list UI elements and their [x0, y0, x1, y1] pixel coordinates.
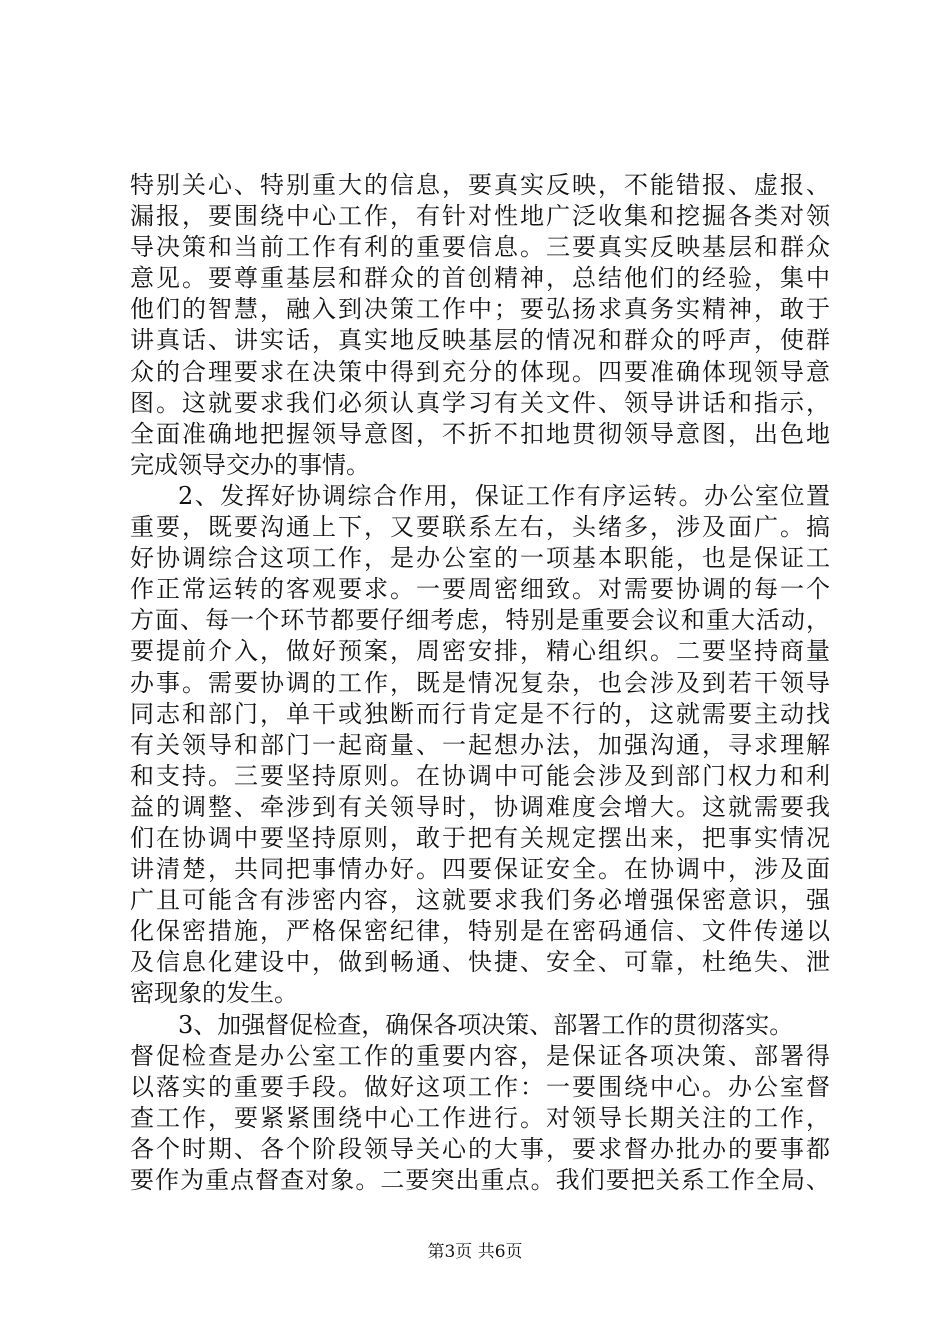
text-line: 有关领导和部门一起商量、一起想办法，加强沟通，寻求理解 [130, 730, 830, 759]
text-line: 导决策和当前工作有利的重要信息。三要真实反映基层和群众 [130, 233, 830, 262]
paragraph-3-start: 3、加强督促检查，确保各项决策、部署工作的贯彻落实。 [178, 1010, 794, 1039]
text-line: 讲真话、讲实话，真实地反映基层的情况和群众的呼声，使群 [130, 326, 830, 355]
text-line: 漏报，要围绕中心工作，有针对性地广泛收集和挖掘各类对领 [130, 202, 830, 231]
text-line: 要作为重点督查对象。二要突出重点。我们要把关系工作全局、 [130, 1166, 830, 1194]
text-line: 们在协调中要坚持原则，敢于把有关规定摆出来，把事实情况 [130, 823, 830, 852]
text-line: 完成领导交办的事情。 [130, 450, 370, 479]
text-line: 作正常运转的客观要求。一要周密细致。对需要协调的每一个 [130, 575, 830, 604]
text-line: 各个时期、各个阶段领导关心的大事，要求督办批办的要事都 [130, 1134, 830, 1163]
body-text [130, 170, 830, 1196]
paragraph-2-start: 2、发挥好协调综合作用，保证工作有序运转。办公室位置 [178, 481, 830, 510]
text-line: 以落实的重要手段。做好这项工作：一要围绕中心。办公室督 [130, 1072, 830, 1101]
text-line: 及信息化建设中，做到畅通、快捷、安全、可靠，杜绝失、泄 [130, 948, 830, 977]
text-line: 好协调综合这项工作，是办公室的一项基本职能，也是保证工 [130, 544, 830, 573]
text-line: 意见。要尊重基层和群众的首创精神，总结他们的经验，集中 [130, 264, 830, 293]
text-line: 重要，既要沟通上下，又要联系左右，头绪多，涉及面广。搞 [130, 513, 830, 542]
text-line: 和支持。三要坚持原则。在协调中可能会涉及到部门权力和利 [130, 761, 830, 790]
text-line: 广且可能含有涉密内容，这就要求我们务必增强保密意识，强 [130, 886, 830, 915]
text-line: 讲清楚，共同把事情办好。四要保证安全。在协调中，涉及面 [130, 855, 830, 884]
text-line: 特别关心、特别重大的信息，要真实反映，不能错报、虚报、 [130, 171, 830, 199]
text-line: 同志和部门，单干或独断而行肯定是不行的，这就需要主动找 [130, 699, 830, 728]
page-number-footer: 第3页 共6页 [427, 1242, 523, 1262]
text-line: 益的调整、牵涉到有关领导时，协调难度会增大。这就需要我 [130, 792, 830, 821]
text-line: 方面、每一个环节都要仔细考虑，特别是重要会议和重大活动， [130, 606, 830, 635]
text-line: 化保密措施，严格保密纪律，特别是在密码通信、文件传递以 [130, 917, 830, 946]
text-line: 要提前介入，做好预案，周密安排，精心组织。二要坚持商量 [130, 637, 830, 666]
text-line: 图。这就要求我们必须认真学习有关文件、领导讲话和指示， [130, 388, 830, 417]
text-line: 全面准确地把握领导意图，不折不扣地贯彻领导意图，出色地 [130, 419, 830, 448]
text-line: 众的合理要求在决策中得到充分的体现。四要准确体现领导意 [130, 357, 830, 386]
text-line: 查工作，要紧紧围绕中心工作进行。对领导长期关注的工作， [130, 1103, 830, 1132]
text-line: 密现象的发生。 [130, 979, 298, 1008]
text-line: 督促检查是办公室工作的重要内容，是保证各项决策、部署得 [130, 1041, 830, 1070]
text-line: 办事。需要协调的工作，既是情况复杂，也会涉及到若干领导 [130, 668, 830, 697]
text-line: 他们的智慧，融入到决策工作中；要弘扬求真务实精神，敢于 [130, 295, 830, 324]
